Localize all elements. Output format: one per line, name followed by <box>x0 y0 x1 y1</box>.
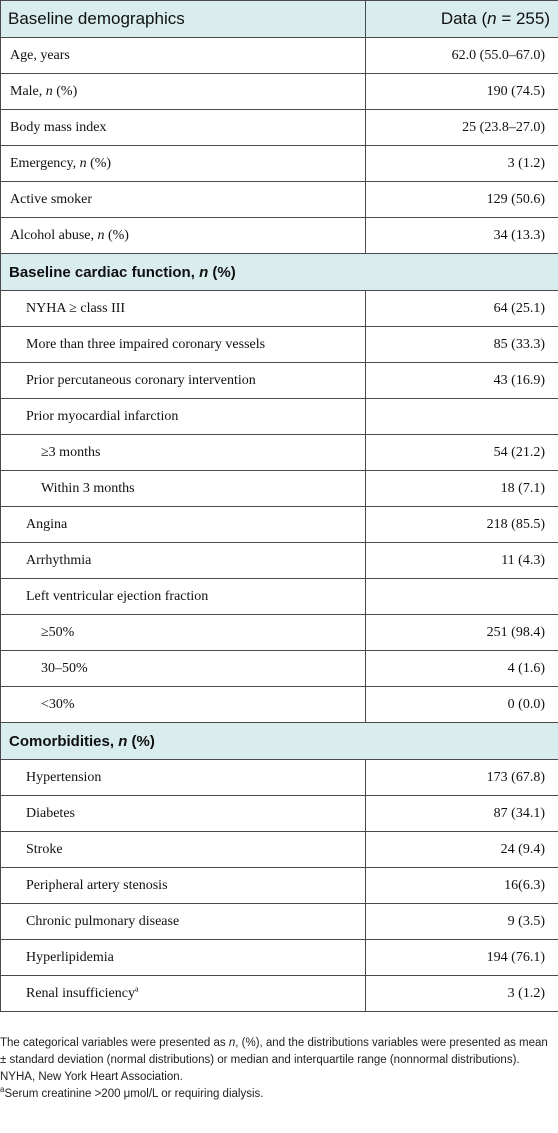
row-value: 34 (13.3) <box>366 218 558 254</box>
row-value: 190 (74.5) <box>366 74 558 110</box>
table-row <box>1 651 558 687</box>
header-data <box>366 1 558 38</box>
table-row <box>1 471 558 507</box>
footnote-abbreviation: NYHA, New York Heart Association. <box>0 1071 183 1083</box>
header-baseline-demographics: Baseline demographics <box>1 1 366 38</box>
row-label: Chronic pulmonary disease <box>1 904 366 940</box>
table-row <box>1 146 558 182</box>
row-label: ≥3 months <box>1 435 366 471</box>
row-label <box>1 976 366 1012</box>
row-value: 4 (1.6) <box>366 651 558 687</box>
row-label: Stroke <box>1 832 366 868</box>
row-label <box>1 218 366 254</box>
label-italic: n <box>97 227 105 243</box>
label-italic: n <box>45 83 53 99</box>
row-label: Diabetes <box>1 796 366 832</box>
row-value <box>366 579 558 615</box>
section-title-text: (%) <box>127 732 155 750</box>
section-title-italic: n <box>199 263 209 281</box>
footnote-italic: n <box>228 1037 236 1049</box>
row-value: 11 (4.3) <box>366 543 558 579</box>
section-header-comorbidities <box>1 723 558 760</box>
row-label: Angina <box>1 507 366 543</box>
table-row <box>1 796 558 832</box>
label-text: (%) <box>104 227 129 243</box>
row-label <box>1 74 366 110</box>
row-value: 194 (76.1) <box>366 940 558 976</box>
footnote-marker: a <box>135 983 139 993</box>
table-row <box>1 976 558 1012</box>
table-row <box>1 940 558 976</box>
row-value: 25 (23.8–27.0) <box>366 110 558 146</box>
table-row <box>1 218 558 254</box>
footnote-marker: a <box>0 1085 5 1095</box>
section-title-text: (%) <box>208 263 236 281</box>
row-value: 0 (0.0) <box>366 687 558 723</box>
row-value: 54 (21.2) <box>366 435 558 471</box>
table-row <box>1 615 558 651</box>
row-label: Left ventricular ejection fraction <box>1 579 366 615</box>
footnote-variables <box>0 1035 548 1069</box>
row-value: 24 (9.4) <box>366 832 558 868</box>
table-header-row <box>1 1 558 38</box>
row-label: Arrhythmia <box>1 543 366 579</box>
section-header-cardiac <box>1 254 558 291</box>
row-value: 9 (3.5) <box>366 904 558 940</box>
row-label: Age, years <box>1 38 366 74</box>
row-label: Hyperlipidemia <box>1 940 366 976</box>
row-label <box>1 146 366 182</box>
header-data-n: n <box>487 9 497 28</box>
row-value: 64 (25.1) <box>366 291 558 327</box>
table-footnotes <box>0 1035 548 1103</box>
footnote-text: Serum creatinine >200 μmol/L or requiring dialysis. <box>4 1088 264 1100</box>
footnote-text: The categorical variables were presented as <box>0 1037 229 1049</box>
row-label: Peripheral artery stenosis <box>1 868 366 904</box>
table-row <box>1 327 558 363</box>
table-row <box>1 74 558 110</box>
section-title-text: Comorbidities, <box>9 732 119 750</box>
footnote-text: , (%), and the distributions variables were presented as mean ± standard deviation (normal distributions) or median and interquartile range (nonnormal distributions). <box>0 1037 548 1066</box>
row-label: Prior percutaneous coronary intervention <box>1 363 366 399</box>
row-value: 16(6.3) <box>366 868 558 904</box>
label-text: Emergency, <box>10 155 80 171</box>
label-text: Male, <box>10 83 46 99</box>
table-row <box>1 904 558 940</box>
row-value: 85 (33.3) <box>366 327 558 363</box>
row-value: 129 (50.6) <box>366 182 558 218</box>
table-row <box>1 687 558 723</box>
table-row <box>1 543 558 579</box>
label-text: Alcohol abuse, <box>10 227 98 243</box>
table-row <box>1 363 558 399</box>
row-value: 3 (1.2) <box>366 146 558 182</box>
row-value: 3 (1.2) <box>366 976 558 1012</box>
label-text: Renal insufficiency <box>26 985 135 1001</box>
row-value: 43 (16.9) <box>366 363 558 399</box>
row-value: 18 (7.1) <box>366 471 558 507</box>
row-value: 87 (34.1) <box>366 796 558 832</box>
table-row <box>1 182 558 218</box>
table-row <box>1 868 558 904</box>
label-text: (%) <box>52 83 78 99</box>
row-value <box>366 399 558 435</box>
section-title-text: Baseline cardiac function, <box>9 263 200 281</box>
row-label: Prior myocardial infarction <box>1 399 366 435</box>
row-value: 251 (98.4) <box>366 615 558 651</box>
row-value: 218 (85.5) <box>366 507 558 543</box>
row-label: <30% <box>1 687 366 723</box>
row-label: Body mass index <box>1 110 366 146</box>
table-row <box>1 38 558 74</box>
header-data-prefix: Data ( <box>440 9 488 28</box>
row-label: More than three impaired coronary vessels <box>1 327 366 363</box>
section-title <box>1 723 558 760</box>
table-row <box>1 291 558 327</box>
table-row <box>1 579 558 615</box>
row-value: 62.0 (55.0–67.0) <box>366 38 558 74</box>
table-row <box>1 507 558 543</box>
section-title <box>1 254 558 291</box>
label-text: (%) <box>86 155 112 171</box>
header-data-suffix: = 255) <box>496 9 550 28</box>
table-row <box>1 832 558 868</box>
row-label: Hypertension <box>1 760 366 796</box>
row-value: 173 (67.8) <box>366 760 558 796</box>
table-row <box>1 399 558 435</box>
row-label: ≥50% <box>1 615 366 651</box>
label-italic: n <box>79 155 87 171</box>
row-label: 30–50% <box>1 651 366 687</box>
row-label: Within 3 months <box>1 471 366 507</box>
footnote-renal <box>0 1086 548 1103</box>
section-title-italic: n <box>118 732 128 750</box>
row-label: Active smoker <box>1 182 366 218</box>
table-row <box>1 435 558 471</box>
table-row <box>1 110 558 146</box>
row-label: NYHA ≥ class III <box>1 291 366 327</box>
table-row <box>1 760 558 796</box>
